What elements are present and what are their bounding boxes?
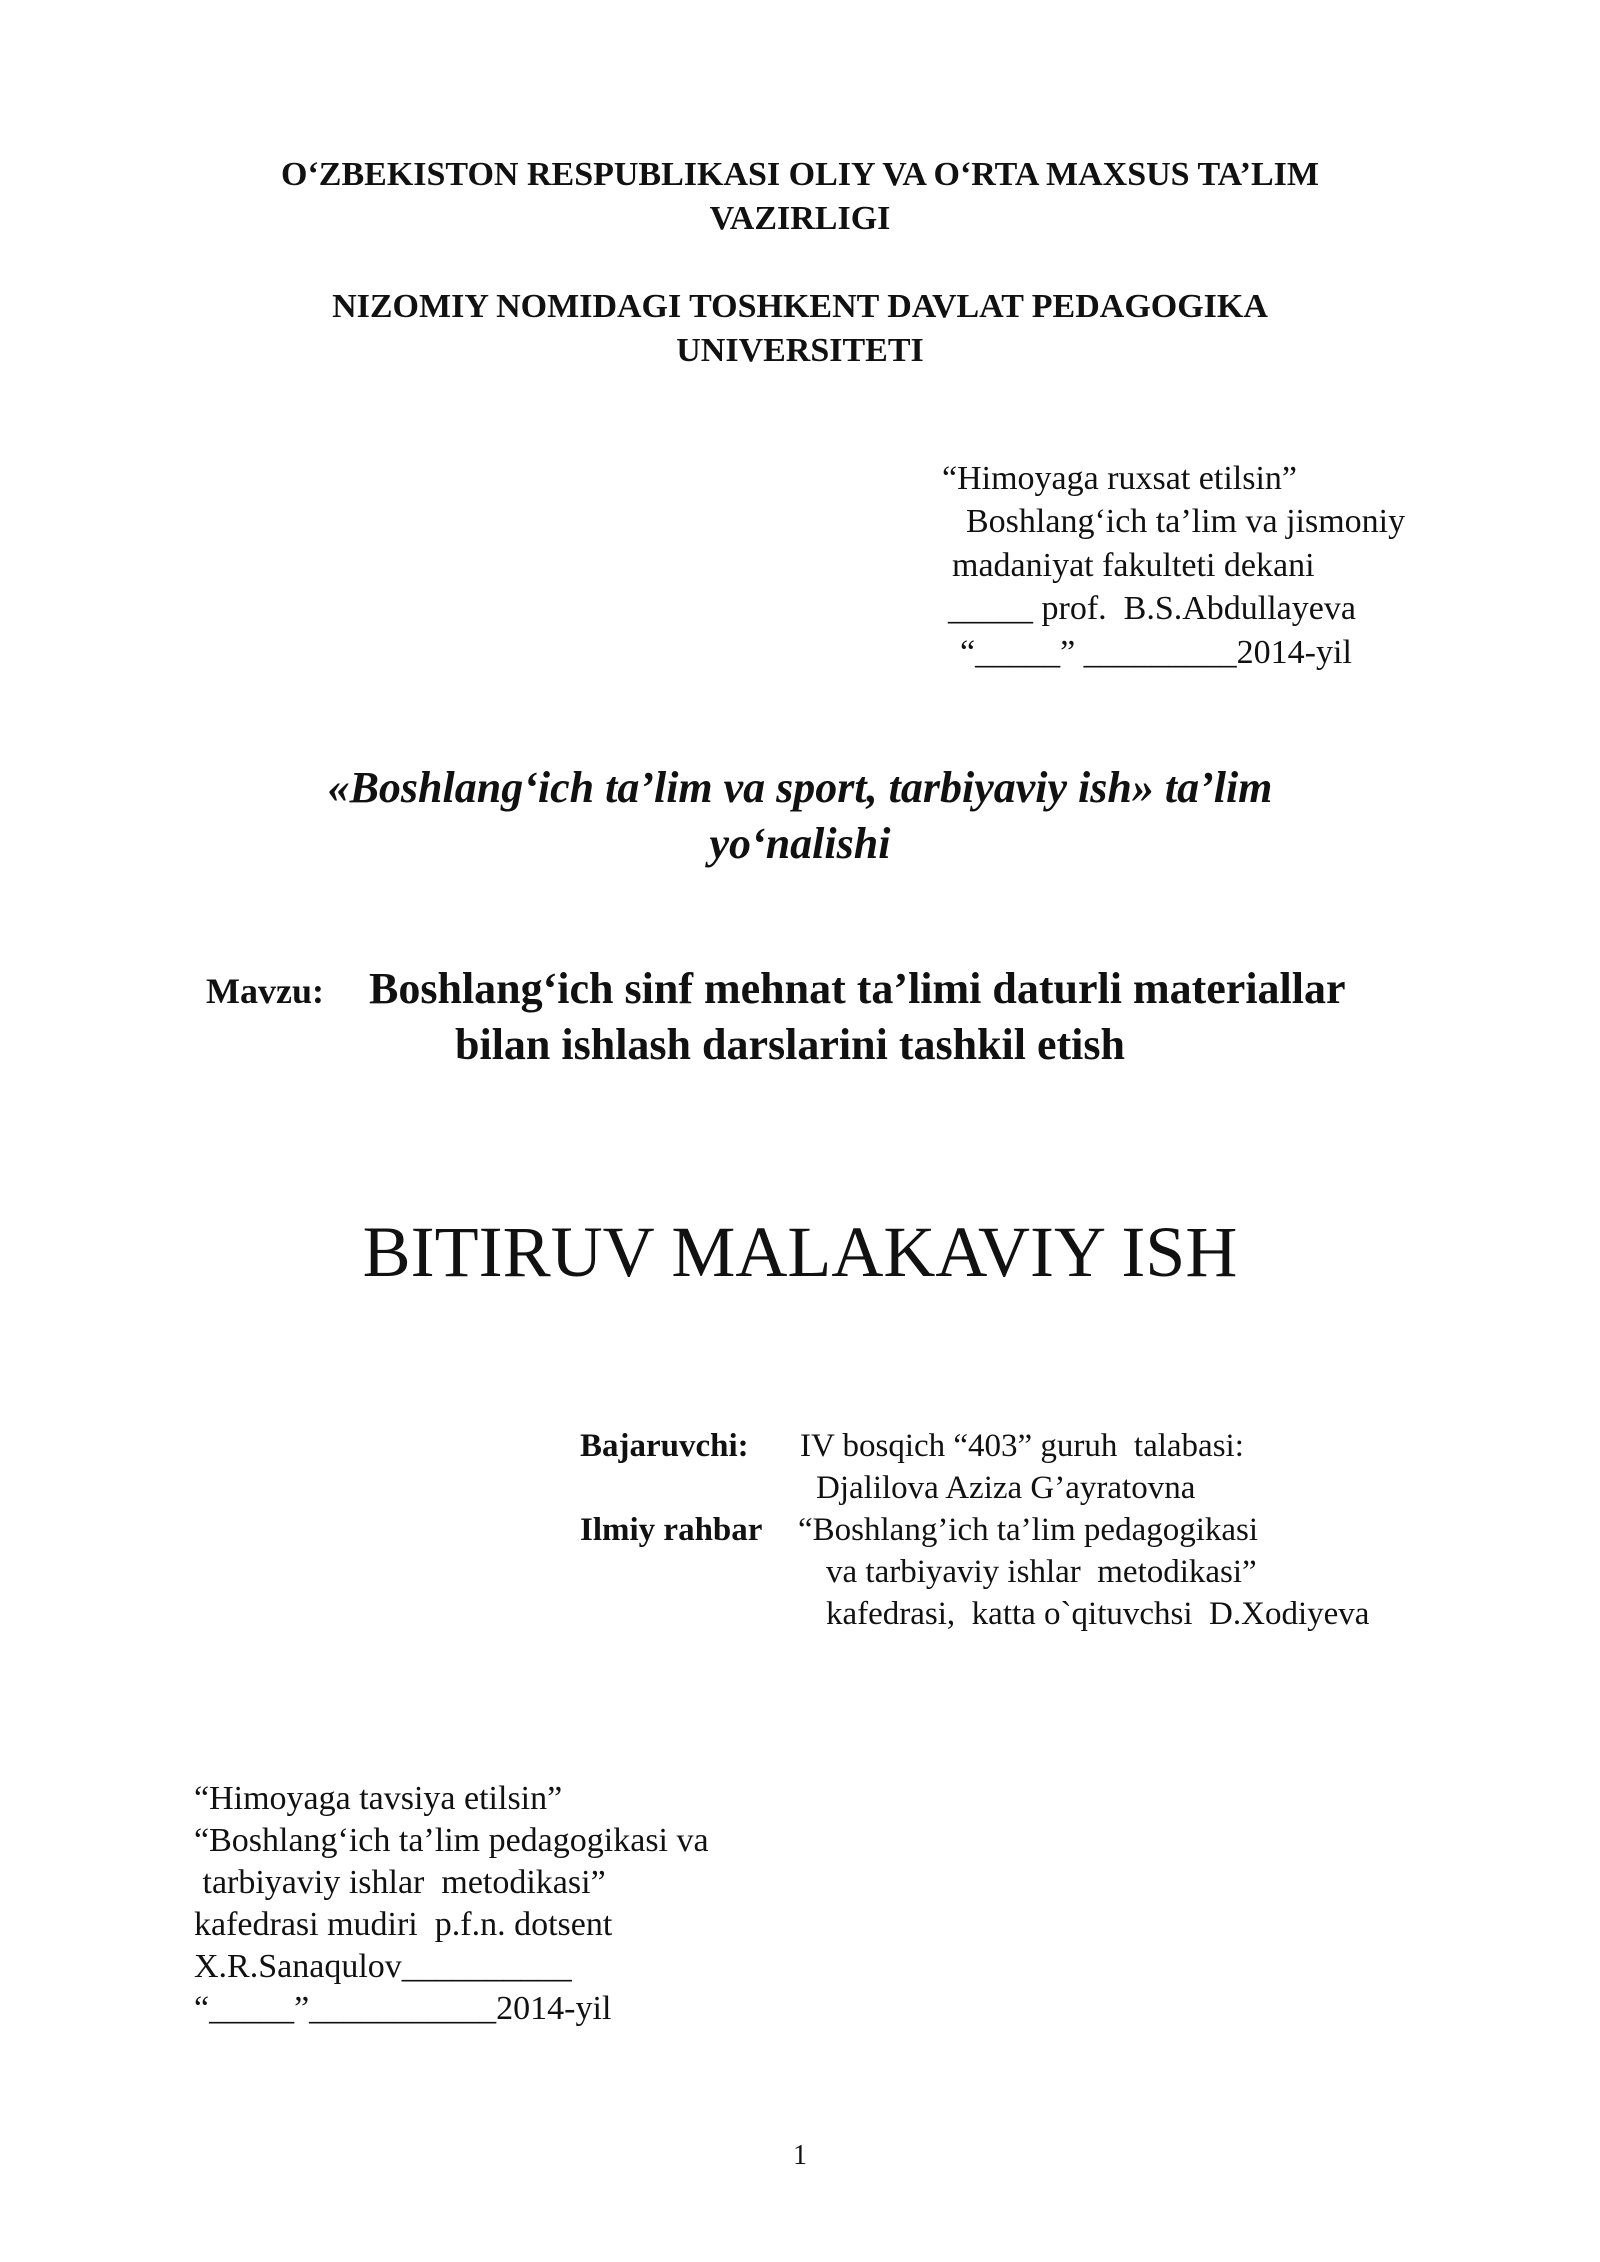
approval-line3: madaniyat fakulteti dekani bbox=[952, 547, 1315, 584]
topic-line2: bilan ishlash darslarini tashkil etish bbox=[455, 1020, 1125, 1069]
recommendation-line4: kafedrasi mudiri p.f.n. dotsent bbox=[194, 1906, 613, 1943]
direction-line2: yo‘nalishi bbox=[709, 819, 891, 868]
university-title-line2: UNIVERSITETI bbox=[676, 332, 924, 369]
document-title: BITIRUV MALAKAVIY ISH bbox=[362, 1212, 1238, 1292]
approval-line4: _____ prof. B.S.Abdullayeva bbox=[948, 590, 1356, 627]
recommendation-line1: “Himoyaga tavsiya etilsin” bbox=[194, 1780, 563, 1817]
performer-line1: IV bosqich “403” guruh talabasi: bbox=[800, 1428, 1244, 1464]
recommendation-line5: X.R.Sanaqulov__________ bbox=[194, 1948, 572, 1985]
advisor-line3: kafedrasi, katta o`qituvchsi D.Xodiyeva bbox=[826, 1596, 1370, 1632]
ministry-title-line1: O‘ZBEKISTON RESPUBLIKASI OLIY VA O‘RTA MAXSUS TA’LIM bbox=[281, 156, 1319, 193]
advisor-line2: va tarbiyaviy ishlar metodikasi” bbox=[826, 1554, 1257, 1590]
topic-line1: Boshlang‘ich sinf mehnat ta’limi daturli materiallar bbox=[369, 964, 1346, 1013]
direction-line1: «Boshlang‘ich ta’lim va sport, tarbiyaviy ish» ta’lim bbox=[327, 763, 1273, 812]
approval-line1: “Himoyaga ruxsat etilsin” bbox=[942, 460, 1298, 497]
approval-line5: “_____” _________2014-yil bbox=[960, 634, 1352, 671]
performer-label: Bajaruvchi: bbox=[580, 1428, 749, 1464]
recommendation-line2: “Boshlang‘ich ta’lim pedagogikasi va bbox=[194, 1822, 709, 1859]
page-number: 1 bbox=[793, 2140, 807, 2171]
ministry-title-line2: VAZIRLIGI bbox=[709, 200, 891, 237]
advisor-label: Ilmiy rahbar bbox=[580, 1512, 763, 1548]
recommendation-line3: tarbiyaviy ishlar metodikasi” bbox=[194, 1864, 606, 1901]
performer-name: Djalilova Aziza G’ayratovna bbox=[816, 1470, 1196, 1506]
university-title-line1: NIZOMIY NOMIDAGI TOSHKENT DAVLAT PEDAGOGIKA bbox=[332, 288, 1268, 325]
recommendation-line6: “_____”___________2014-yil bbox=[194, 1990, 612, 2027]
topic-label: Mavzu: bbox=[206, 971, 324, 1011]
approval-line2: Boshlang‘ich ta’lim va jismoniy bbox=[966, 503, 1406, 540]
advisor-line1: “Boshlang’ich ta’lim pedagogikasi bbox=[798, 1512, 1259, 1548]
